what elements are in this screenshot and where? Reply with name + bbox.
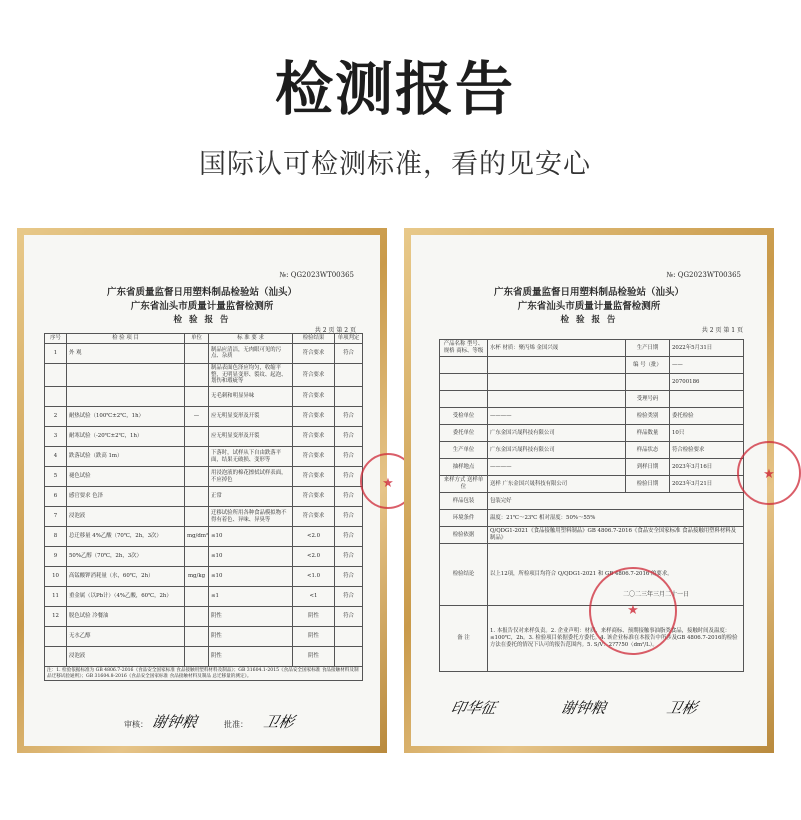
table-cell: 委托单位: [440, 425, 488, 442]
table-cell: [440, 374, 488, 391]
table-row: [45, 447, 363, 467]
table-row: [440, 425, 744, 442]
table-cell: 无毛刺和明显异味: [209, 387, 293, 407]
table-cell: 样品状态: [626, 442, 670, 459]
table-cell: 脱色试验 冷餐油: [67, 607, 185, 627]
table-cell: 浸泡液: [67, 647, 185, 667]
table-cell: 10只: [670, 425, 744, 442]
table-cell: 样品数量: [626, 425, 670, 442]
inspection-items-table: [44, 333, 363, 681]
table-cell: [185, 343, 209, 363]
table-cell: 符合要求: [293, 407, 335, 427]
approver-label: 批准：: [224, 720, 248, 729]
table-row: [45, 627, 363, 647]
table-cell: [440, 391, 488, 408]
table-cell: 跌落试验（跌高 1m）: [67, 447, 185, 467]
table-cell: ————: [488, 408, 626, 425]
table-cell: 委托检验: [670, 408, 744, 425]
table-row: [440, 357, 744, 374]
table-cell: 备 注: [440, 606, 488, 672]
table-cell: 检 验 项 目: [67, 334, 185, 344]
table-cell: [185, 587, 209, 607]
table-cell: 10: [45, 567, 67, 587]
table-cell: [488, 391, 626, 408]
table-cell: ≤10: [209, 567, 293, 587]
table-row: [440, 374, 744, 391]
table-cell: 无水乙醇: [67, 627, 185, 647]
table-row: [45, 467, 363, 487]
table-cell: 检验依据: [440, 527, 488, 544]
table-cell: 生产单位: [440, 442, 488, 459]
table-cell: 受检单位: [440, 408, 488, 425]
table-row: [440, 391, 744, 408]
table-cell: —: [185, 407, 209, 427]
table-row: [45, 587, 363, 607]
table-cell: [626, 374, 670, 391]
page-info: 共 2 页 第 2 页: [314, 327, 356, 334]
table-cell: [185, 547, 209, 567]
table-cell: [185, 363, 209, 386]
table-row: [45, 363, 363, 386]
table-cell: [67, 387, 185, 407]
red-seal-stamp: ★: [360, 453, 416, 509]
table-cell: 符合: [335, 527, 363, 547]
table-cell: [185, 607, 209, 627]
table-cell: 符合要求: [293, 467, 335, 487]
table-cell: 以上12项，所检项目均符合 Q/QDG1-2021 和 GB 4806.7-2016 的要求。: [488, 544, 744, 606]
reviewer-label: 审核：: [124, 720, 148, 729]
table-cell: 环境条件: [440, 510, 488, 527]
report-number: №: QG2023WT00365: [666, 271, 741, 279]
org-name-line2: 广东省汕头市质量计量监督检测所: [130, 301, 274, 312]
table-cell: 符合: [335, 343, 363, 363]
table-cell: [335, 387, 363, 407]
table-cell: 50%乙醇（70℃，2h，3次）: [67, 547, 185, 567]
table-cell: [185, 387, 209, 407]
table-cell: ≤10: [209, 547, 293, 567]
table-cell: [185, 467, 209, 487]
report-number: №: QG2023WT00365: [279, 271, 354, 279]
table-cell: 符合: [335, 507, 363, 527]
table-cell: 2: [45, 407, 67, 427]
table-row: [45, 527, 363, 547]
table-cell: [45, 363, 67, 386]
table-cell: [185, 447, 209, 467]
table-row: [45, 507, 363, 527]
table-cell: 20700186: [670, 374, 744, 391]
table-cell: 感官要求 色泽: [67, 487, 185, 507]
table-cell: 抽样地点: [440, 459, 488, 476]
table-cell: 2023年3月16日: [670, 459, 744, 476]
table-cell: 符合要求: [293, 427, 335, 447]
table-cell: 注：1. 检验依据标准为 GB 4806.7-2016《食品安全国家标准 食品接触用塑料材料及制品》；GB 31604.1-2015《食品安全国家标准 食品接触材料及制品迁移试验通则》；GB 31604.8-2016《食品安全国家标准 食品接触材料及制品 总迁移量的测定》。: [45, 667, 363, 681]
left-report-frame: [17, 228, 394, 753]
table-cell: 到样日期: [626, 459, 670, 476]
table-cell: ——: [670, 357, 744, 374]
table-cell: 阴性: [209, 647, 293, 667]
table-cell: 高锰酸钾消耗量（水，60℃，2h）: [67, 567, 185, 587]
table-cell: 制品表面色泽应均匀，收缩平整，无明显变形、裂纹、起泡、划伤和瑕疵等: [209, 363, 293, 386]
table-cell: [185, 627, 209, 647]
table-row: [440, 527, 744, 544]
table-cell: 总迁移量 4%乙酸（70℃，2h，3次）: [67, 527, 185, 547]
reviewer-signature: 谢钟粮: [149, 713, 199, 731]
table-cell: 应无明显变形及开裂: [209, 407, 293, 427]
table-cell: 编 号（批）: [626, 357, 670, 374]
table-cell: 符合: [335, 447, 363, 467]
table-cell: 广东金国兴晟科技有限公司: [488, 425, 626, 442]
table-header-row: [45, 334, 363, 344]
table-cell: 阴性: [293, 627, 335, 647]
table-row: [45, 567, 363, 587]
table-cell: 阴性: [209, 607, 293, 627]
table-cell: 检验结果: [293, 334, 335, 344]
table-cell: [335, 363, 363, 386]
table-row: [440, 493, 744, 510]
table-cell: 检验结论: [440, 544, 488, 606]
table-cell: 检验类别: [626, 408, 670, 425]
table-cell: ≤10: [209, 527, 293, 547]
table-cell: 样品包装: [440, 493, 488, 510]
table-row: [440, 476, 744, 493]
table-cell: 符合: [335, 467, 363, 487]
table-cell: 符合: [335, 587, 363, 607]
table-row: [45, 607, 363, 627]
table-cell: mg/kg: [185, 567, 209, 587]
table-cell: 单位: [185, 334, 209, 344]
table-cell: [185, 647, 209, 667]
table-cell: [335, 647, 363, 667]
table-cell: 符合: [335, 567, 363, 587]
table-cell: [440, 357, 488, 374]
table-cell: 重金属（以Pb计）（4%乙酸，60℃，2h）: [67, 587, 185, 607]
table-cell: 温度：21℃～23℃ 相对湿度：50%～55%: [488, 510, 744, 527]
table-cell: 8: [45, 527, 67, 547]
table-row: [440, 408, 744, 425]
table-row: [440, 510, 744, 527]
table-cell: [335, 627, 363, 647]
left-report-page: [24, 235, 394, 746]
table-cell: [185, 427, 209, 447]
table-cell: 符合要求: [293, 507, 335, 527]
inspector-signature: 印华征: [448, 699, 498, 717]
table-row: [45, 343, 363, 363]
table-cell: 生产日期: [626, 340, 670, 357]
table-cell: 制品应清洁，无肉眼可见的污点、杂质: [209, 343, 293, 363]
table-cell: mg/dm²: [185, 527, 209, 547]
table-cell: 5: [45, 467, 67, 487]
table-cell: 符合: [335, 487, 363, 507]
table-cell: 9: [45, 547, 67, 567]
table-row: [440, 442, 744, 459]
table-cell: <1.0: [293, 567, 335, 587]
table-cell: 符合要求: [293, 447, 335, 467]
table-cell: 阴性: [209, 627, 293, 647]
table-cell: 包装完好: [488, 493, 744, 510]
table-cell: 阴性: [293, 647, 335, 667]
table-footnote-row: [45, 667, 363, 681]
table-cell: 应无明显变形及开裂: [209, 427, 293, 447]
table-cell: 耐热试验（100℃±2℃，1h）: [67, 407, 185, 427]
report-heading: 检 验 报 告: [173, 315, 231, 325]
table-cell: 受理号码: [626, 391, 670, 408]
table-cell: [488, 357, 626, 374]
table-cell: 外 观: [67, 343, 185, 363]
table-cell: 用浸泡液的棉花擦拭试样表面，不应掉色: [209, 467, 293, 487]
table-row: [45, 387, 363, 407]
reviewer-signature: 谢钟粮: [558, 699, 608, 717]
table-cell: 阴性: [293, 607, 335, 627]
right-report-page: [411, 235, 775, 746]
table-cell: 符合检验要求: [670, 442, 744, 459]
table-cell: 广东金国兴晟科技有限公司: [488, 442, 626, 459]
table-row: [440, 459, 744, 476]
table-cell: <1: [293, 587, 335, 607]
table-cell: [67, 363, 185, 386]
table-cell: 标 准 要 求: [209, 334, 293, 344]
right-report-frame: [404, 228, 774, 753]
table-cell: 迁移试验所用各种食品模拟物不得有着色、异味、异臭等: [209, 507, 293, 527]
table-cell: 产品名称 型号、规格 商标、等级: [440, 340, 488, 357]
page-title: 检测报告: [274, 55, 515, 123]
table-cell: ≤1: [209, 587, 293, 607]
page-subtitle: 国际认可检测标准，看的见安心: [199, 149, 591, 180]
table-cell: 正常: [209, 487, 293, 507]
table-cell: 2023年3月21日: [670, 476, 744, 493]
inspection-seal-stamp: ★: [589, 567, 677, 655]
table-cell: 送样 广东金国兴晟科技有限公司: [488, 476, 626, 493]
table-cell: 褪色试验: [67, 467, 185, 487]
table-row: [45, 407, 363, 427]
table-cell: 来样方式 送样单位: [440, 476, 488, 493]
table-cell: 符合要求: [293, 343, 335, 363]
table-cell: 符合: [335, 607, 363, 627]
table-cell: 耐寒试验（-20℃±2℃，1h）: [67, 427, 185, 447]
table-row: [45, 547, 363, 567]
table-cell: [45, 387, 67, 407]
table-row: [45, 427, 363, 447]
table-cell: 11: [45, 587, 67, 607]
table-cell: Q/QDG1-2021《食品接触用塑料制品》GB 4806.7-2016《食品安全国家标准 食品接触用塑料材料及制品》: [488, 527, 744, 544]
table-cell: 1: [45, 343, 67, 363]
org-name-line1: 广东省质量监督日用塑料制品检验站（汕头）: [493, 287, 684, 298]
table-cell: [670, 391, 744, 408]
table-cell: <2.0: [293, 527, 335, 547]
table-cell: 6: [45, 487, 67, 507]
table-cell: 下落时，试样从下自由跌落平面，结果无破损、变形等: [209, 447, 293, 467]
table-row: [45, 487, 363, 507]
table-cell: 单项判定: [335, 334, 363, 344]
conclusion-date: 二〇二三年三月二十一日: [623, 591, 690, 598]
table-cell: 水杯 材质：聚丙烯 金国兴晟: [488, 340, 626, 357]
table-cell: [185, 487, 209, 507]
table-cell: 3: [45, 427, 67, 447]
org-name-line1: 广东省质量监督日用塑料制品检验站（汕头）: [106, 287, 297, 298]
table-cell: 2022年5月31日: [670, 340, 744, 357]
page-info: 共 2 页 第 1 页: [701, 327, 743, 334]
report-heading: 检 验 报 告: [560, 315, 618, 325]
table-cell: <2.0: [293, 547, 335, 567]
table-cell: [488, 374, 626, 391]
table-row: [440, 340, 744, 357]
approver-signature: 卫彬: [664, 699, 699, 717]
org-name-line2: 广东省汕头市质量计量监督检测所: [517, 301, 661, 312]
table-cell: ————: [488, 459, 626, 476]
table-cell: 符合: [335, 427, 363, 447]
approver-signature: 卫彬: [261, 713, 296, 731]
table-cell: 1. 本报告仅对来样负责。2. 企业声明：材质、来样商标、预期接触事油脂类食品，接触时间及温度：≤100℃，2h。3. 检验项目依据委托方委托。4. 该企业标准在本报告中所涉及GB 4806.7-2016的检验方法在委托的情况下认可的报告范围内。5. S/V：2?7?50（dm²/L）。: [488, 606, 744, 672]
table-cell: 符合: [335, 407, 363, 427]
table-cell: 浸泡液: [67, 507, 185, 527]
table-cell: 符合要求: [293, 363, 335, 386]
red-seal-stamp: ★: [737, 441, 801, 505]
table-cell: [45, 627, 67, 647]
table-cell: 12: [45, 607, 67, 627]
table-cell: [45, 647, 67, 667]
table-cell: 符合: [335, 547, 363, 567]
table-cell: [185, 507, 209, 527]
table-cell: 序号: [45, 334, 67, 344]
table-row: [45, 647, 363, 667]
table-cell: 检验日期: [626, 476, 670, 493]
table-cell: 符合要求: [293, 387, 335, 407]
table-cell: 4: [45, 447, 67, 467]
table-cell: 7: [45, 507, 67, 527]
table-cell: 符合要求: [293, 487, 335, 507]
